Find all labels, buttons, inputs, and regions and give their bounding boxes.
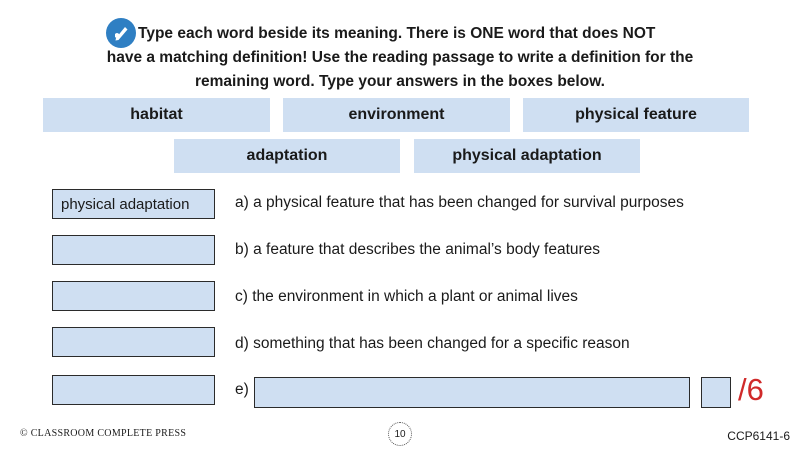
word-bank-physical-feature: physical feature xyxy=(523,98,749,132)
definition-e-input[interactable] xyxy=(254,377,690,408)
instructions-line-3: remaining word. Type your answers in the boxes below. xyxy=(195,73,605,90)
word-bank-adaptation: adaptation xyxy=(174,139,400,173)
definition-c: c) the environment in which a plant or animal lives xyxy=(235,288,578,305)
instructions-line-1: Type each word beside its meaning. There is ONE word that does NOT xyxy=(138,25,656,42)
score-total: /6 xyxy=(738,372,764,407)
answer-box-a[interactable]: physical adaptation xyxy=(52,189,215,219)
definition-d: d) something that has been changed for a specific reason xyxy=(235,335,630,352)
word-bank-habitat: habitat xyxy=(43,98,270,132)
publisher-logo: © CLASSROOM COMPLETE PRESS xyxy=(20,428,187,439)
definition-a: a) a physical feature that has been changed for survival purposes xyxy=(235,194,684,211)
definition-b: b) a feature that describes the animal’s body features xyxy=(235,241,601,258)
instructions-line-2: have a matching definition! Use the reading passage to write a definition for the xyxy=(106,49,694,66)
answer-box-e[interactable] xyxy=(52,375,215,405)
answer-box-b[interactable] xyxy=(52,235,215,265)
product-code: CCP6141-6 xyxy=(727,429,790,443)
word-bank-environment: environment xyxy=(283,98,510,132)
answer-box-d[interactable] xyxy=(52,327,215,357)
score-input[interactable] xyxy=(701,377,731,408)
instructions xyxy=(90,22,710,94)
page-number: 10 xyxy=(388,422,412,446)
definition-e-label: e) xyxy=(235,381,249,398)
word-bank-physical-adaptation: physical adaptation xyxy=(414,139,640,173)
answer-box-c[interactable] xyxy=(52,281,215,311)
